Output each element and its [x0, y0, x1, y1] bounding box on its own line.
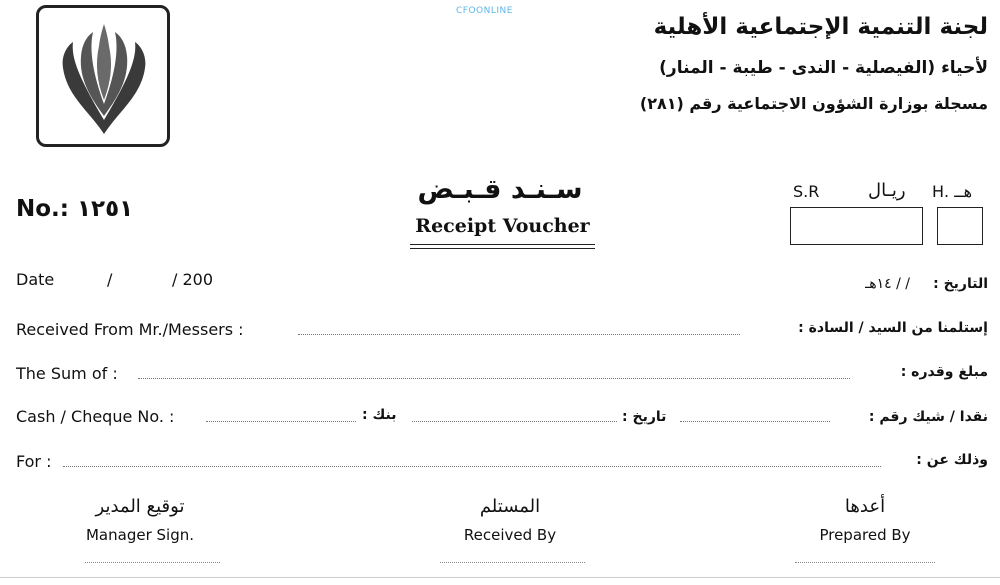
- cash-cheque-label: Cash / Cheque No. :: [16, 407, 175, 426]
- date-year-prefix: / 200: [172, 270, 214, 289]
- halala-label: هــ .H: [932, 182, 973, 201]
- sum-label-arabic: مبلغ وقدره :: [900, 364, 988, 380]
- received-from-label: Received From Mr./Messers :: [16, 320, 244, 339]
- for-label-arabic: وذلك عن :: [916, 452, 988, 468]
- watermark: [456, 6, 513, 16]
- for-line[interactable]: [63, 466, 881, 467]
- voucher-title-english: Receipt Voucher: [415, 215, 590, 237]
- manager-sign-arabic: توقيع المدير: [95, 496, 185, 517]
- received-from-label-arabic: إستلمنا من السيد / السادة :: [798, 320, 988, 336]
- watermark-text: CFOONLINE: [456, 6, 513, 16]
- flame-leaves-icon: [49, 16, 159, 138]
- prepared-by-label: Prepared By: [819, 526, 911, 544]
- cheque-date-label-arabic: تاريخ :: [622, 409, 667, 425]
- bank-label-arabic: بنك :: [362, 407, 397, 423]
- manager-sign-line[interactable]: [85, 562, 220, 563]
- voucher-title-arabic: سـنـد قـبـض: [417, 174, 583, 205]
- riyal-amount-box[interactable]: [790, 207, 923, 245]
- title-underline-1: [410, 244, 595, 245]
- sr-label: S.R: [793, 182, 820, 201]
- voucher-number: No.: ١٢٥١: [16, 196, 134, 222]
- cheque-date-line[interactable]: [680, 421, 830, 422]
- cheque-number-line[interactable]: [206, 421, 356, 422]
- prepared-by-arabic: أعدها: [844, 496, 886, 517]
- halala-amount-box[interactable]: [937, 207, 983, 245]
- received-by-arabic: المستلم: [479, 496, 541, 517]
- sum-label: The Sum of :: [16, 364, 118, 383]
- date-label: Date: [16, 270, 55, 289]
- hijri-date-template: / / ١٤هـ: [865, 276, 910, 292]
- cash-cheque-label-arabic: نقدا / شيك رقم :: [868, 409, 988, 425]
- for-label: For :: [16, 452, 52, 471]
- bottom-border: [0, 577, 1000, 578]
- received-by-line[interactable]: [440, 562, 585, 563]
- organization-registration: مسجلة بوزارة الشؤون الاجتماعية رقم (٢٨١): [639, 94, 988, 113]
- organization-name: لجنة التنمية الإجتماعية الأهلية: [653, 14, 988, 40]
- prepared-by-line[interactable]: [795, 562, 935, 563]
- received-from-line[interactable]: [298, 334, 740, 335]
- received-by-label: Received By: [463, 526, 557, 544]
- sum-line[interactable]: [138, 378, 850, 379]
- riyal-label: ريـال: [868, 180, 906, 201]
- bank-line[interactable]: [412, 421, 617, 422]
- date-separator-1: /: [107, 270, 113, 289]
- title-underline-2: [410, 248, 595, 249]
- date-label-arabic: التاريخ :: [933, 276, 988, 292]
- organization-districts: لأحياء (الفيصلية - الندى - طيبة - المنار): [659, 58, 988, 78]
- manager-sign-label: Manager Sign.: [85, 526, 194, 544]
- organization-logo: [36, 5, 170, 147]
